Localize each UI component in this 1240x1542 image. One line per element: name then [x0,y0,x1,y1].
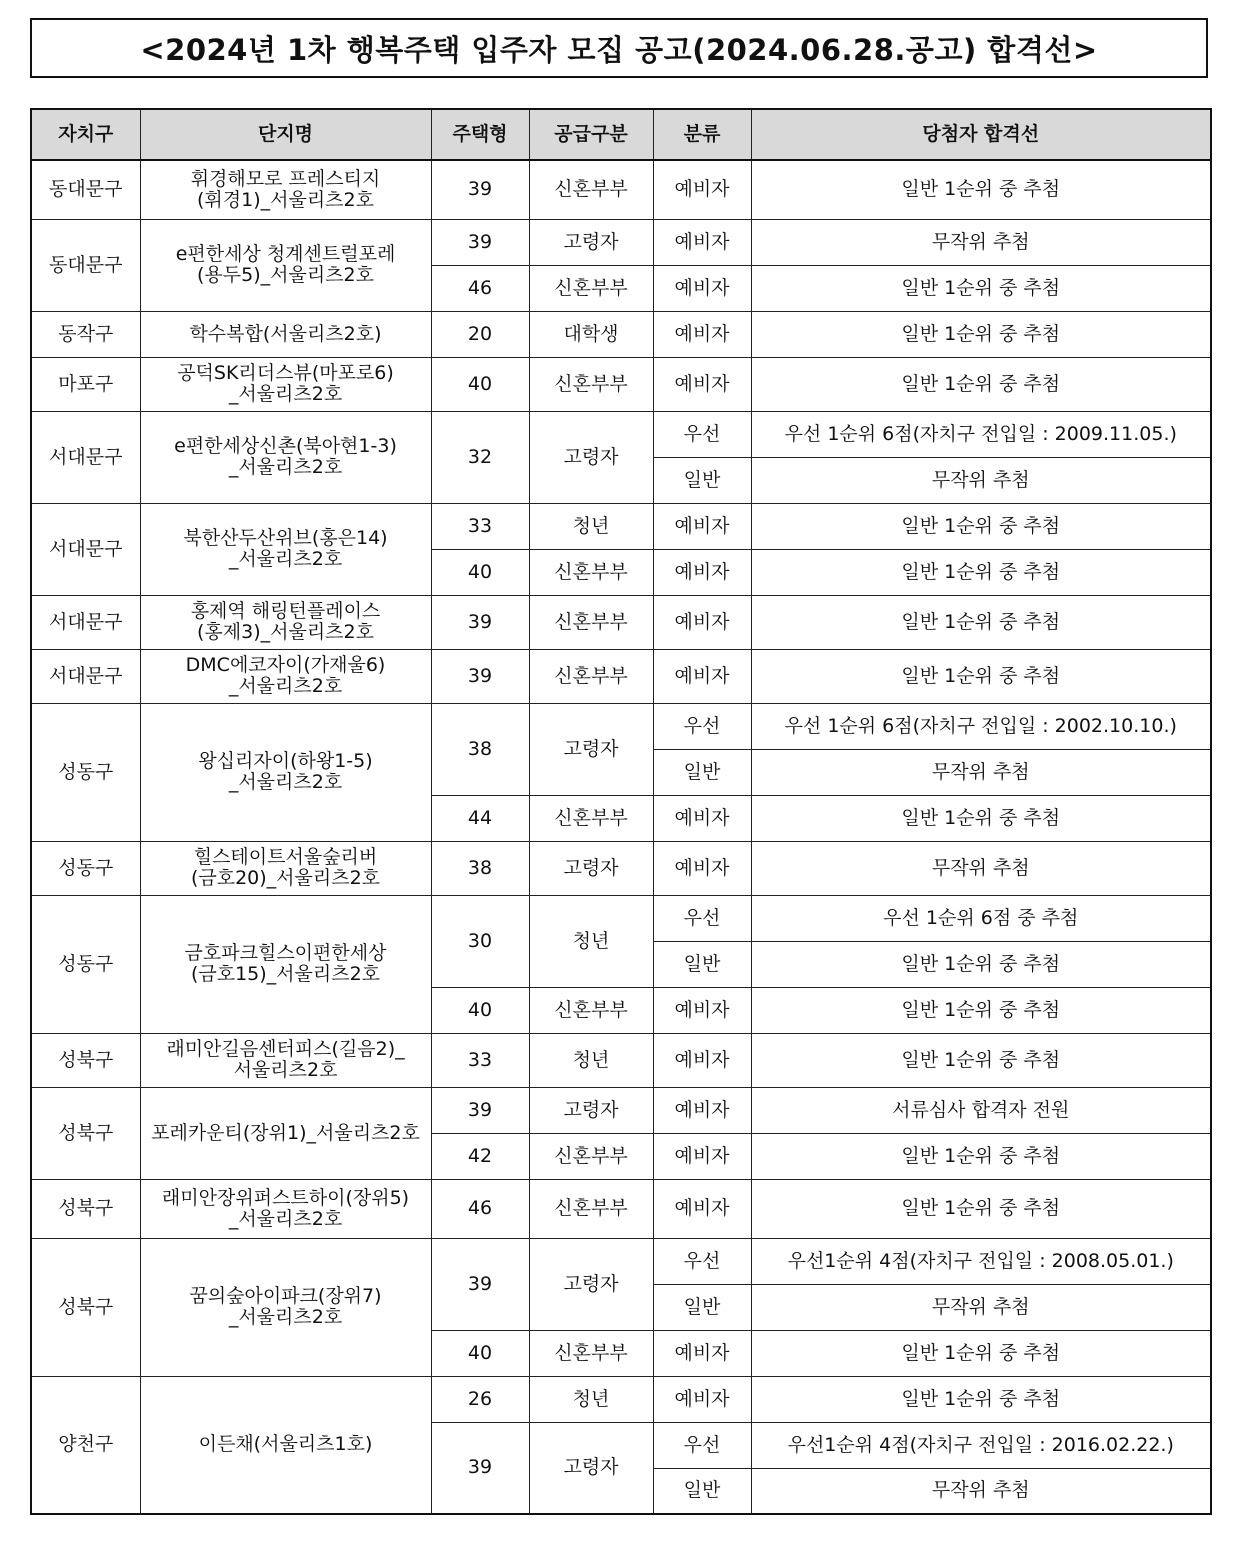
cutoff-cell: 무작위 추첨 [751,457,1211,503]
complex-name-line: DMC에코자이(가재울6) [185,654,386,676]
complex-name-line: (금호20)_서울리츠2호 [190,867,381,889]
district-cell: 서대문구 [31,411,140,503]
complex-name-line: (휘경1)_서울리츠2호 [197,188,374,211]
category-cell: 예비자 [653,549,751,595]
complex-name-cell [140,160,431,219]
complex-name-line: _서울리츠2호 [228,1306,343,1328]
category-cell: 예비자 [653,1330,751,1376]
housing-type-cell: 39 [431,595,529,649]
category-cell: 우선 [653,703,751,749]
cutoff-cell: 무작위 추첨 [751,1284,1211,1330]
complex-name-line: _서울리츠2호 [228,456,343,478]
district-cell: 성동구 [31,841,140,895]
complex-name-cell [140,411,431,503]
supply-cell: 고령자 [529,1422,653,1514]
district-cell: 동대문구 [31,160,140,219]
supply-cell: 신혼부부 [529,795,653,841]
district-cell: 양천구 [31,1376,140,1514]
category-cell: 우선 [653,411,751,457]
cutoff-cell: 일반 1순위 중 추첨 [751,1133,1211,1179]
complex-name-cell [140,219,431,311]
supply-cell: 청년 [529,1033,653,1087]
cutoff-cell: 일반 1순위 중 추첨 [751,795,1211,841]
cutoff-cell: 일반 1순위 중 추첨 [751,1376,1211,1422]
page-title: <2024년 1차 행복주택 입주자 모집 공고(2024.06.28.공고) 합격선> [30,18,1208,78]
table-row [31,895,1211,941]
cutoff-cell: 무작위 추첨 [751,219,1211,265]
complex-name-line: _서울리츠2호 [228,675,343,697]
housing-type-cell: 26 [431,1376,529,1422]
cutoff-cell: 우선 1순위 6점(자치구 전입일 : 2009.11.05.) [751,411,1211,457]
complex-name-line: 꿈의숲아이파크(장위7) [189,1285,382,1307]
cutoff-cell: 일반 1순위 중 추첨 [751,941,1211,987]
housing-type-cell: 33 [431,1033,529,1087]
cutoff-cell: 일반 1순위 중 추첨 [751,595,1211,649]
table-row [31,1376,1211,1422]
housing-type-cell: 39 [431,649,529,703]
cutoff-cell: 일반 1순위 중 추첨 [751,649,1211,703]
complex-name-line: 이든채(서울리츠1호) [198,1433,373,1456]
complex-name-line: 래미안장위퍼스트하이(장위5) [161,1186,410,1209]
complex-name-line: (금호15)_서울리츠2호 [190,963,381,985]
complex-name-cell [140,895,431,1033]
supply-cell: 고령자 [529,841,653,895]
complex-name-line: 왕십리자이(하왕1-5) [198,750,373,772]
cutoff-cell: 우선1순위 4점(자치구 전입일 : 2016.02.22.) [751,1422,1211,1468]
housing-type-cell: 33 [431,503,529,549]
complex-name-cell [140,841,431,895]
district-cell: 성동구 [31,895,140,1033]
complex-name-cell [140,1033,431,1087]
table-row [31,1033,1211,1087]
complex-name-line: 공덕SK리더스뷰(마포로6) [177,362,394,384]
category-cell: 예비자 [653,1376,751,1422]
category-cell: 예비자 [653,1179,751,1238]
complex-name-line: (홍제3)_서울리츠2호 [197,621,374,643]
housing-type-cell: 39 [431,1238,529,1330]
table-row [31,649,1211,703]
district-cell: 서대문구 [31,649,140,703]
cutoff-cell: 일반 1순위 중 추첨 [751,987,1211,1033]
housing-type-cell: 30 [431,895,529,987]
complex-name-line: e편한세상 청계센트럴포레 [175,243,396,265]
complex-name-cell [140,649,431,703]
cutoff-cell: 우선1순위 4점(자치구 전입일 : 2008.05.01.) [751,1238,1211,1284]
category-cell: 우선 [653,895,751,941]
housing-type-cell: 40 [431,549,529,595]
housing-type-cell: 38 [431,703,529,795]
cutoff-cell: 서류심사 합격자 전원 [751,1087,1211,1133]
district-cell: 성북구 [31,1033,140,1087]
column-header-housing-type: 주택형 [431,109,529,160]
cutoff-cell: 일반 1순위 중 추첨 [751,1179,1211,1238]
complex-name-line: 학수복합(서울리츠2호) [189,322,382,345]
category-cell: 우선 [653,1238,751,1284]
complex-name-line: e편한세상신촌(북아현1-3) [174,435,397,457]
category-cell: 일반 [653,749,751,795]
district-cell: 성북구 [31,1087,140,1179]
district-cell: 성북구 [31,1238,140,1376]
category-cell: 예비자 [653,265,751,311]
complex-name-cell [140,357,431,411]
complex-name-line: 홍제역 해링턴플레이스 [190,600,381,622]
complex-name-line: 힐스테이트서울숲리버 [193,846,378,868]
supply-cell: 신혼부부 [529,595,653,649]
complex-name-line: 래미안길음센터피스(길음2)_ [166,1038,405,1060]
cutoff-cell: 무작위 추첨 [751,749,1211,795]
category-cell: 일반 [653,1284,751,1330]
category-cell: 예비자 [653,1033,751,1087]
cutoff-cell: 우선 1순위 6점 중 추첨 [751,895,1211,941]
category-cell: 예비자 [653,649,751,703]
supply-cell: 신혼부부 [529,649,653,703]
complex-name-cell [140,1238,431,1376]
supply-cell: 대학생 [529,311,653,357]
district-cell: 성북구 [31,1179,140,1238]
complex-name-line: _서울리츠2호 [228,771,343,793]
supply-cell: 신혼부부 [529,1133,653,1179]
supply-cell: 신혼부부 [529,357,653,411]
housing-type-cell: 46 [431,265,529,311]
housing-type-cell: 44 [431,795,529,841]
category-cell: 예비자 [653,503,751,549]
supply-cell: 신혼부부 [529,265,653,311]
table-row [31,411,1211,457]
table-row [31,703,1211,749]
complex-name-line: _서울리츠2호 [228,1207,343,1230]
table-row [31,311,1211,357]
district-cell: 서대문구 [31,503,140,595]
cutoff-cell: 일반 1순위 중 추첨 [751,160,1211,219]
column-header-cutoff: 당첨자 합격선 [751,109,1211,160]
category-cell: 예비자 [653,1133,751,1179]
category-cell: 예비자 [653,595,751,649]
housing-type-cell: 39 [431,219,529,265]
district-cell: 동작구 [31,311,140,357]
category-cell: 예비자 [653,219,751,265]
complex-name-line: 서울리츠2호 [233,1059,338,1081]
complex-name-line: 북한산두산위브(홍은14) [183,527,388,549]
complex-name-line: 포레카운티(장위1)_서울리츠2호 [151,1121,420,1144]
category-cell: 예비자 [653,841,751,895]
housing-type-cell: 20 [431,311,529,357]
housing-type-cell: 38 [431,841,529,895]
complex-name-line: 휘경해모로 프레스티지 [190,167,381,190]
supply-cell: 청년 [529,503,653,549]
supply-cell: 신혼부부 [529,987,653,1033]
supply-cell: 청년 [529,895,653,987]
category-cell: 일반 [653,1468,751,1514]
column-header-complex: 단지명 [140,109,431,160]
cutoff-cell: 무작위 추첨 [751,1468,1211,1514]
housing-type-cell: 46 [431,1179,529,1238]
housing-type-cell: 39 [431,1087,529,1133]
district-cell: 동대문구 [31,219,140,311]
table-row [31,357,1211,411]
table-row [31,1238,1211,1284]
cutoff-cell: 일반 1순위 중 추첨 [751,549,1211,595]
category-cell: 예비자 [653,987,751,1033]
complex-name-cell [140,1376,431,1514]
category-cell: 일반 [653,941,751,987]
district-cell: 성동구 [31,703,140,841]
table-row [31,841,1211,895]
housing-type-cell: 42 [431,1133,529,1179]
table-row [31,1087,1211,1133]
category-cell: 우선 [653,1422,751,1468]
supply-cell: 신혼부부 [529,549,653,595]
housing-type-cell: 40 [431,357,529,411]
results-table [30,108,1212,1515]
cutoff-cell: 일반 1순위 중 추첨 [751,1330,1211,1376]
supply-cell: 신혼부부 [529,1330,653,1376]
category-cell: 예비자 [653,311,751,357]
column-header-district: 자치구 [31,109,140,160]
complex-name-line: 금호파크힐스이편한세상 [184,942,387,964]
cutoff-cell: 일반 1순위 중 추첨 [751,357,1211,411]
supply-cell: 신혼부부 [529,1179,653,1238]
category-cell: 예비자 [653,795,751,841]
category-cell: 예비자 [653,357,751,411]
complex-name-cell [140,595,431,649]
table-row [31,1179,1211,1238]
housing-type-cell: 39 [431,160,529,219]
complex-name-line: _서울리츠2호 [228,548,343,570]
complex-name-line: (용두5)_서울리츠2호 [197,264,374,286]
column-header-category: 분류 [653,109,751,160]
cutoff-cell: 무작위 추첨 [751,841,1211,895]
cutoff-cell: 일반 1순위 중 추첨 [751,311,1211,357]
district-cell: 마포구 [31,357,140,411]
supply-cell: 고령자 [529,411,653,503]
district-cell: 서대문구 [31,595,140,649]
supply-cell: 청년 [529,1376,653,1422]
category-cell: 일반 [653,457,751,503]
cutoff-cell: 일반 1순위 중 추첨 [751,503,1211,549]
column-header-supply: 공급구분 [529,109,653,160]
supply-cell: 고령자 [529,703,653,795]
complex-name-cell [140,311,431,357]
cutoff-cell: 우선 1순위 6점(자치구 전입일 : 2002.10.10.) [751,703,1211,749]
table-row [31,503,1211,549]
supply-cell: 고령자 [529,1087,653,1133]
housing-type-cell: 39 [431,1422,529,1514]
complex-name-cell [140,1179,431,1238]
complex-name-line: _서울리츠2호 [228,383,343,405]
table-row [31,219,1211,265]
cutoff-cell: 일반 1순위 중 추첨 [751,265,1211,311]
complex-name-cell [140,703,431,841]
complex-name-cell [140,1087,431,1179]
housing-type-cell: 32 [431,411,529,503]
header-row [31,109,1211,160]
supply-cell: 고령자 [529,1238,653,1330]
table-row [31,160,1211,219]
cutoff-cell: 일반 1순위 중 추첨 [751,1033,1211,1087]
housing-type-cell: 40 [431,987,529,1033]
supply-cell: 신혼부부 [529,160,653,219]
category-cell: 예비자 [653,160,751,219]
housing-type-cell: 40 [431,1330,529,1376]
supply-cell: 고령자 [529,219,653,265]
category-cell: 예비자 [653,1087,751,1133]
table-row [31,595,1211,649]
complex-name-cell [140,503,431,595]
